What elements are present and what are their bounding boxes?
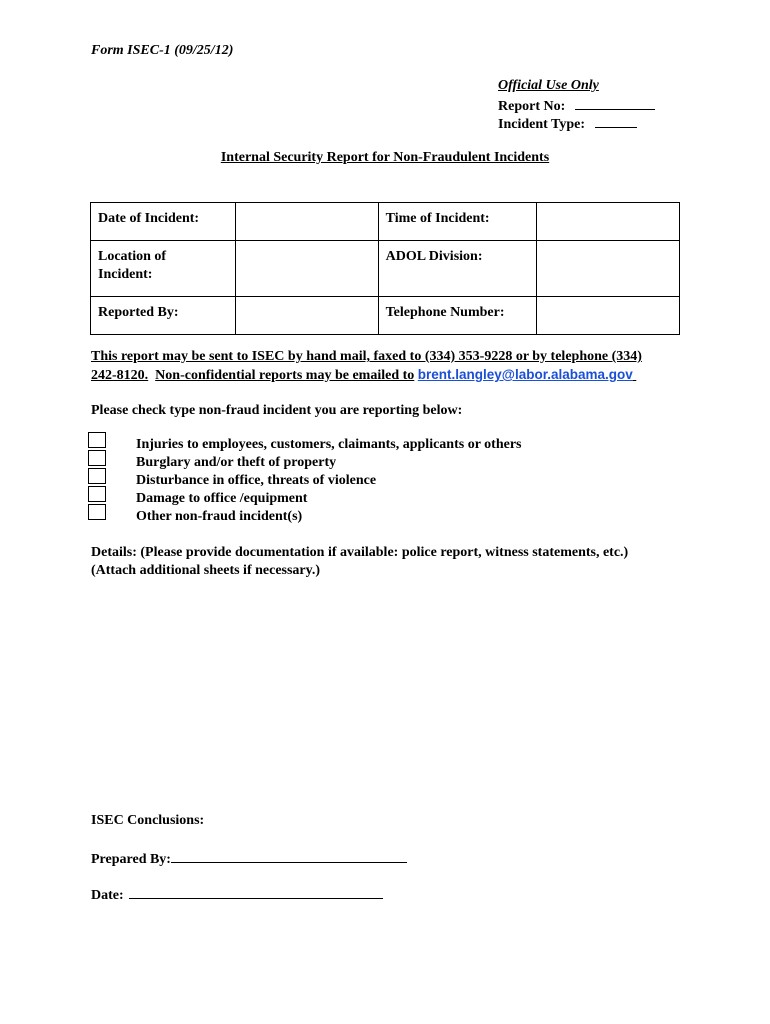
official-use-title: Official Use Only xyxy=(498,78,599,93)
details-line1: Details: (Please provide documentation if available: police report, witness statements, etc.) xyxy=(91,545,629,560)
notice-email-text: Non-confidential reports may be emailed to xyxy=(155,368,415,383)
isec-conclusions-label: ISEC Conclusions: xyxy=(91,813,205,828)
list-item xyxy=(88,467,377,488)
incident-type-label: Incident Type: xyxy=(498,117,585,132)
prepared-by-field[interactable] xyxy=(171,848,407,863)
list-item xyxy=(88,485,308,506)
report-title: Internal Security Report for Non-Fraudulent Incidents xyxy=(220,150,550,165)
incident-type-label: Disturbance in office, threats of violence xyxy=(136,473,377,488)
table-row xyxy=(91,297,680,335)
incident-type-label: Injuries to employees, customers, claimants, applicants or others xyxy=(136,437,522,452)
table-row xyxy=(91,203,680,241)
form-id: Form ISEC-1 (09/25/12) xyxy=(91,43,234,58)
incident-checkbox[interactable] xyxy=(88,486,106,502)
location-field[interactable] xyxy=(236,241,378,297)
list-item xyxy=(88,503,303,524)
report-no-field[interactable] xyxy=(575,95,655,110)
prepared-by-label: Prepared By: xyxy=(91,852,171,867)
list-item xyxy=(88,449,337,470)
date-label: Date: xyxy=(91,888,124,903)
official-use-block xyxy=(498,77,655,131)
prepared-by-row xyxy=(91,848,407,869)
date-of-incident-label: Date of Incident: xyxy=(91,203,236,241)
time-of-incident-field[interactable] xyxy=(536,203,679,241)
incident-type-field[interactable] xyxy=(595,113,637,128)
incident-checkbox[interactable] xyxy=(88,450,106,466)
reported-by-field[interactable] xyxy=(236,297,378,335)
telephone-number-label: Telephone Number: xyxy=(378,297,536,335)
table-row xyxy=(91,241,680,297)
reported-by-label: Reported By: xyxy=(91,297,236,335)
details-line2: (Attach additional sheets if necessary.) xyxy=(91,563,321,578)
location-label-line2: Incident: xyxy=(98,267,153,282)
submission-notice xyxy=(91,348,683,385)
time-of-incident-label: Time of Incident: xyxy=(378,203,536,241)
incident-type-label: Burglary and/or theft of property xyxy=(136,455,337,470)
date-row xyxy=(91,884,383,905)
date-field[interactable] xyxy=(129,884,383,899)
incident-info-table xyxy=(90,202,680,335)
notice-line2 xyxy=(91,366,683,385)
incident-checkbox[interactable] xyxy=(88,504,106,520)
location-label-line1: Location of xyxy=(98,249,167,264)
adol-division-label: ADOL Division: xyxy=(378,241,536,297)
notice-phone-suffix: 242-8120. xyxy=(91,368,149,383)
incident-checkbox[interactable] xyxy=(88,432,106,448)
location-label xyxy=(91,241,236,297)
incident-type-checklist xyxy=(88,431,522,524)
details-section xyxy=(91,544,628,580)
list-item xyxy=(88,431,522,452)
report-no-row xyxy=(498,95,655,113)
incident-type-row xyxy=(498,113,655,131)
incident-type-label: Damage to office /equipment xyxy=(136,491,308,506)
report-title-row xyxy=(0,149,770,167)
adol-division-field[interactable] xyxy=(536,241,679,297)
incident-type-label: Other non-fraud incident(s) xyxy=(136,509,303,524)
notice-line1: This report may be sent to ISEC by hand mail, faxed to (334) 353-9228 or by telephone (334) xyxy=(91,349,642,364)
email-link[interactable]: brent.langley@labor.alabama.gov xyxy=(417,367,633,382)
incident-checkbox[interactable] xyxy=(88,468,106,484)
report-no-label: Report No: xyxy=(498,99,566,114)
date-of-incident-field[interactable] xyxy=(236,203,378,241)
telephone-number-field[interactable] xyxy=(536,297,679,335)
check-instruction: Please check type non-fraud incident you are reporting below: xyxy=(91,403,463,418)
